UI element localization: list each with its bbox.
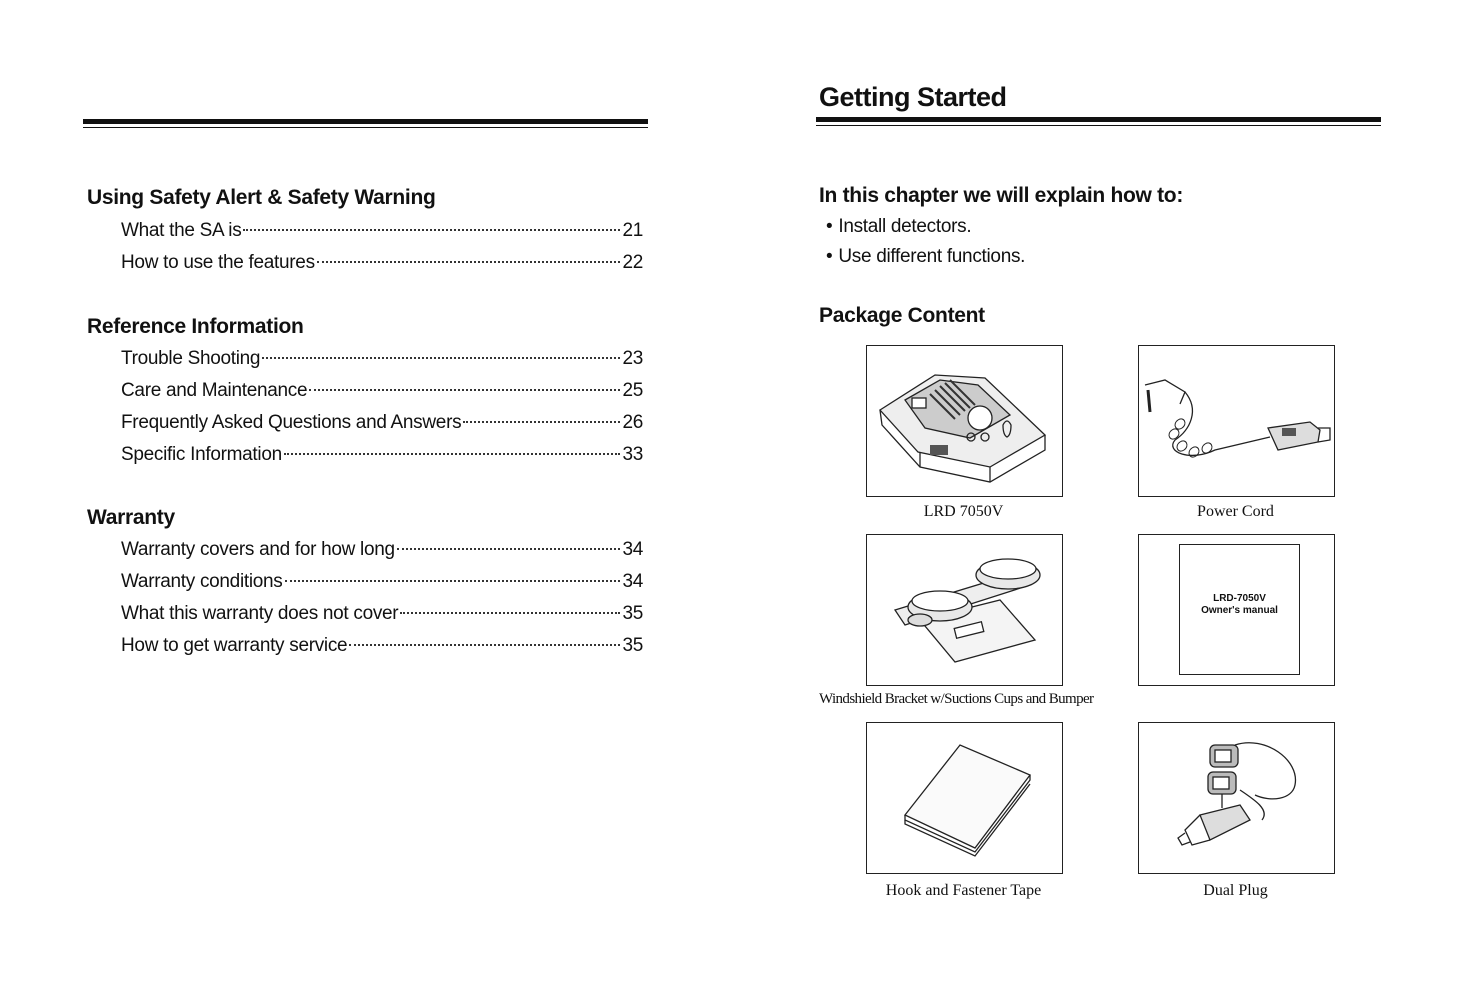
toc-page-number: 23 [622, 348, 643, 369]
toc-page-number: 34 [622, 539, 643, 560]
section-title-safety-alert: Using Safety Alert & Safety Warning [87, 186, 436, 209]
caption-fastener-tape: Hook and Fastener Tape [885, 882, 1042, 899]
windshield-bracket-icon [895, 559, 1040, 662]
toc-entry-label: How to use the features [121, 252, 315, 273]
toc-page-number: 22 [622, 252, 643, 273]
caption-dual-plug: Dual Plug [1203, 882, 1268, 899]
toc-entry-label: Frequently Asked Questions and Answers [121, 412, 462, 433]
caption-power-cord: Power Cord [1197, 503, 1274, 520]
section-title-reference-information: Reference Information [87, 315, 304, 338]
toc-entry-label: Care and Maintenance [121, 380, 308, 401]
package-heading: Package Content [819, 304, 985, 327]
dual-plug-icon [1178, 743, 1295, 845]
toc-page-number: 34 [622, 571, 643, 592]
toc-page-number: 21 [622, 220, 643, 241]
radar-detector-icon [880, 375, 1045, 482]
toc-page-number: 35 [622, 635, 643, 656]
toc-entry-label: What this warranty does not cover [121, 603, 399, 624]
bullet-item: • Use different functions. [826, 246, 1025, 268]
manual-model-text: LRD-7050V [1213, 593, 1266, 604]
toc-page-number: 35 [622, 603, 643, 624]
toc-page-number: 26 [622, 412, 643, 433]
caption-lrd7050v: LRD 7050V [923, 503, 1004, 520]
toc-page-number: 25 [622, 380, 643, 401]
intro-heading: In this chapter we will explain how to: [819, 184, 1184, 207]
fastener-tape-icon [905, 745, 1030, 856]
manual-title-text: Owner's manual [1201, 605, 1278, 616]
bullet-item: • Install detectors. [826, 216, 971, 238]
section-title-warranty: Warranty [87, 506, 175, 529]
toc-page-number: 33 [622, 444, 643, 465]
toc-entry-label: Specific Information [121, 444, 282, 465]
page-title: Getting Started [819, 82, 1007, 112]
caption-windshield-bracket: Windshield Bracket w/Suctions Cups and Bumper [819, 691, 1094, 707]
power-cord-icon [1145, 380, 1330, 457]
toc-entry-label: How to get warranty service [121, 635, 348, 656]
toc-entry-label: What the SA is [121, 220, 242, 241]
toc-entry-label: Trouble Shooting [121, 348, 261, 369]
toc-entry-label: Warranty conditions [121, 571, 283, 592]
toc-entry-label: Warranty covers and for how long [121, 539, 395, 560]
